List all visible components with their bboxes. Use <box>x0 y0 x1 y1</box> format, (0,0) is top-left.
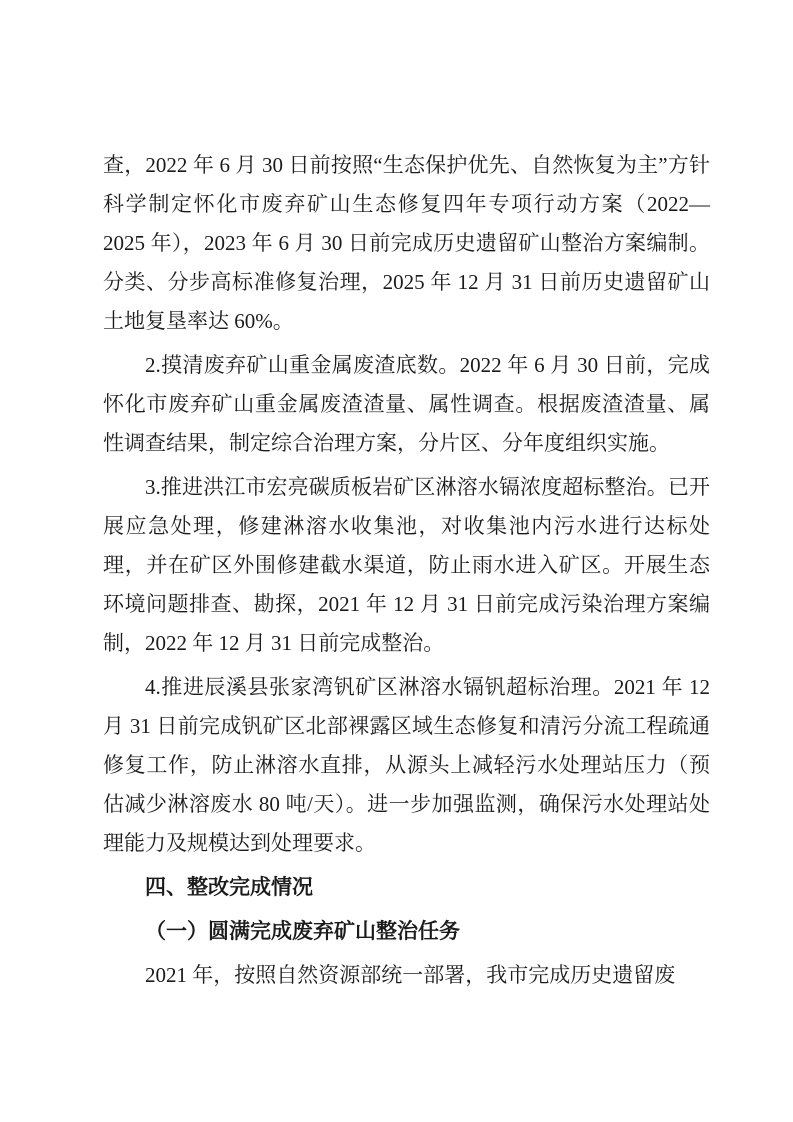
body-paragraph-item-2: 2.摸清废弃矿山重金属废渣底数。2022 年 6 月 30 日前，完成怀化市废弃矿山重金属废渣渣量、属性调查。根据废渣渣量、属性调查结果，制定综合治理方案，分片区、分年度组织实施。 <box>103 353 710 455</box>
body-paragraph-item-4: 4.推进辰溪县张家湾钒矿区淋溶水镉钒超标治理。2021 年 12 月 31 日前完成钒矿区北部裸露区域生态修复和清污分流工程疏通修复工作，防止淋溶水直排，从源头上减轻污水处理站压力（预估减少淋溶废水 80 吨/天）。进一步加强监测，确保污水处理站处理能力及规模达到处理要求。 <box>103 675 710 855</box>
section-heading-4: 四、整改完成情况 <box>145 876 313 899</box>
subsection-heading-4-1: （一）圆满完成废弃矿山整治任务 <box>145 919 460 943</box>
body-paragraph-4-1-intro: 2021 年，按照自然资源部统一部署，我市完成历史遗留废 <box>145 963 676 987</box>
body-paragraph-continuation: 查，2022 年 6 月 30 日前按照“生态保护优先、自然恢复为主”方针科学制定怀化市废弃矿山生态修复四年专项行动方案（2022—2025 年），2023 年 6 月 30 日前完成历史遗留矿山整治方案编制。分类、分步高标准修复治理，2025 年 12 月 31 日前历史遗留矿山土地复垦率达 60%。 <box>103 153 710 333</box>
document-body <box>103 146 710 1000</box>
body-paragraph-item-3: 3.推进洪江市宏亮碳质板岩矿区淋溶水镉浓度超标整治。已开展应急处理，修建淋溶水收集池，对收集池内污水进行达标处理，并在矿区外围修建截水渠道，防止雨水进入矿区。开展生态环境问题排查、勘探，2021 年 12 月 31 日前完成污染治理方案编制，2022 年 12 月 31 日前完成整治。 <box>103 475 710 655</box>
